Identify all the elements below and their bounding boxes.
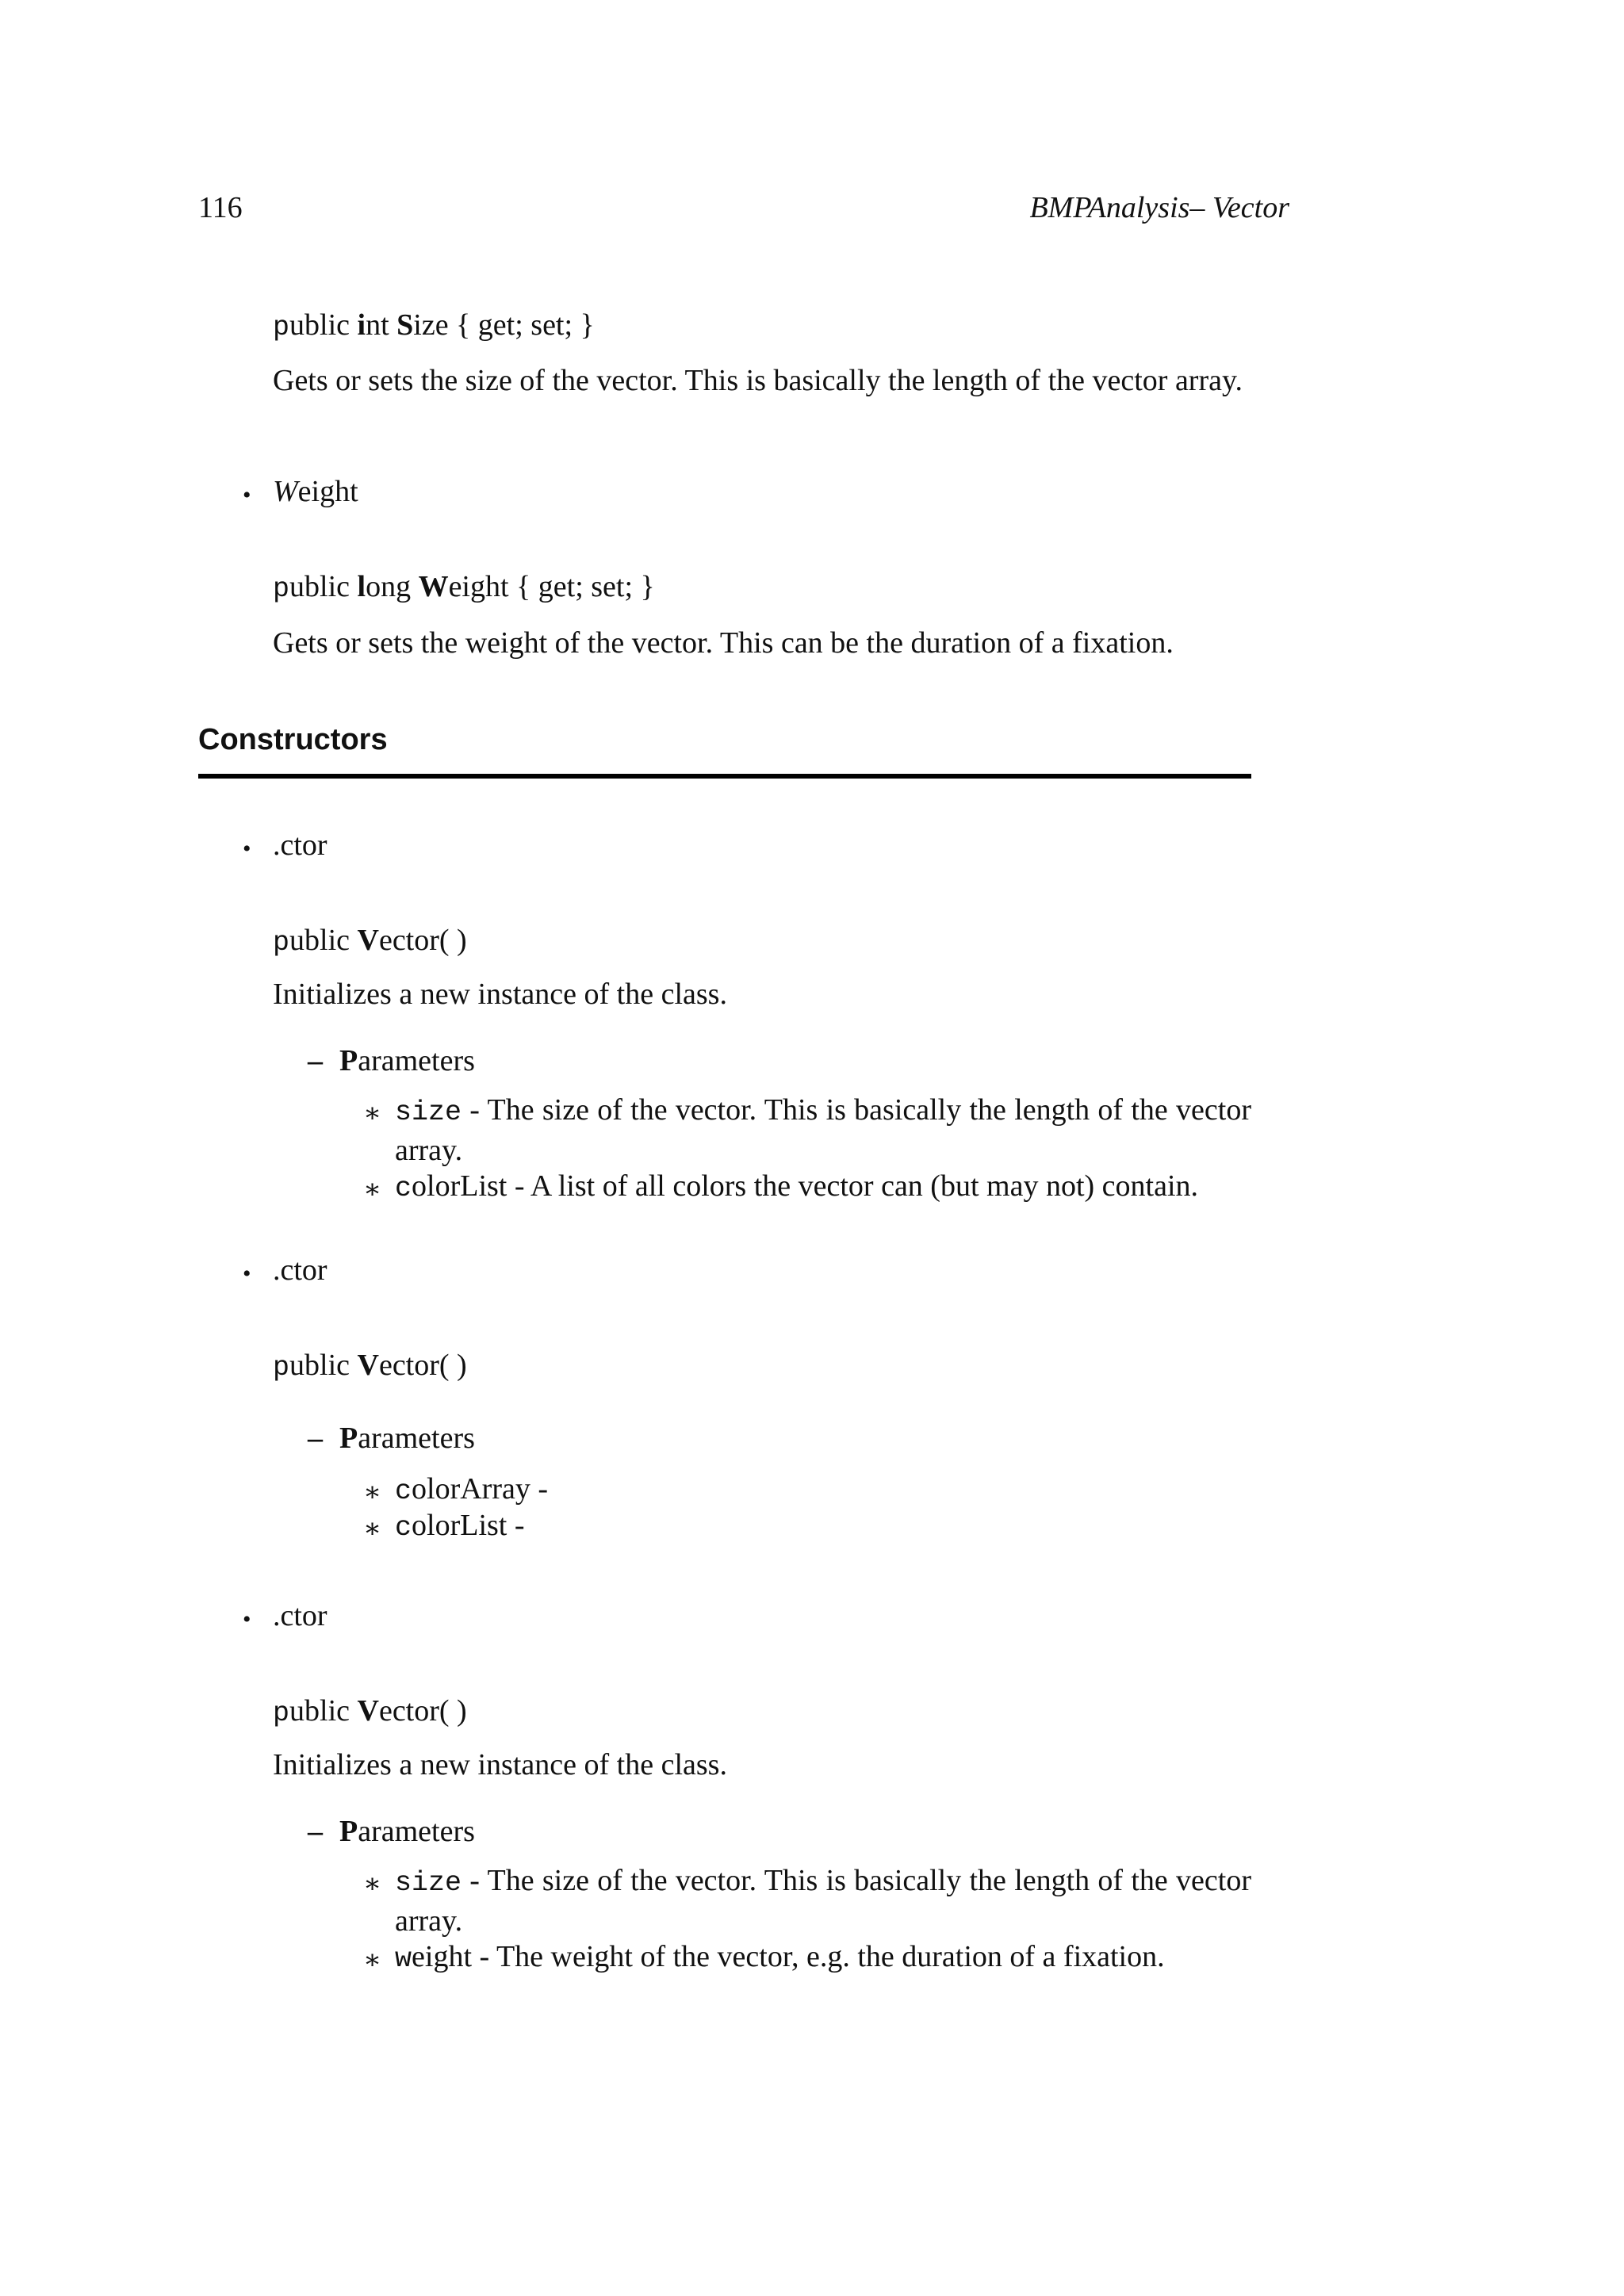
ctor-3-name: .ctor (273, 1599, 327, 1632)
star-icon: ∗ (363, 1514, 382, 1544)
ctor-3-params-label: Parameters (339, 1815, 475, 1848)
ctor-3-signature: public Vector( ) (273, 1694, 467, 1729)
ctor-2-signature: public Vector( ) (273, 1349, 467, 1383)
star-icon: ∗ (363, 1099, 382, 1128)
star-icon: ∗ (363, 1478, 382, 1507)
ctor-2-param-colorlist: colorList - (395, 1509, 525, 1544)
ctor-2-name: .ctor (273, 1253, 327, 1287)
weight-property-name: Weight (273, 475, 358, 508)
ctor-2-param-colorarray: colorArray - (395, 1472, 549, 1507)
ctor-3-param-weight: weight - The weight of the vector, e.g. the duration of a fixation. (395, 1940, 1165, 1975)
bullet-icon: • (243, 1261, 251, 1287)
ctor-1-description: Initializes a new instance of the class. (273, 978, 727, 1011)
weight-description: Gets or sets the weight of the vector. This can be the duration of a fixation. (273, 626, 1174, 660)
ctor-3-param-size: size - The size of the vector. This is basically the length of the vector array. (395, 1864, 1251, 1938)
ctor-1-params-label: Parameters (339, 1044, 475, 1077)
dash-icon: – (308, 1422, 323, 1455)
ctor-2-params-label: Parameters (339, 1422, 475, 1455)
ctor-1-signature: public Vector( ) (273, 924, 467, 959)
section-heading-constructors: Constructors (198, 723, 388, 756)
size-description: Gets or sets the size of the vector. This is basically the length of the vector array. (273, 364, 1243, 397)
page-number: 116 (198, 191, 243, 224)
size-signature: public int Size { get; set; } (273, 308, 595, 343)
ctor-3-description: Initializes a new instance of the class. (273, 1748, 727, 1781)
ctor-1-name: .ctor (273, 828, 327, 862)
bullet-icon: • (243, 482, 251, 508)
star-icon: ∗ (363, 1175, 382, 1204)
weight-signature: public long Weight { get; set; } (273, 570, 655, 605)
ctor-1-param-colorlist: colorList - A list of all colors the vector can (but may not) contain. (395, 1169, 1199, 1204)
star-icon: ∗ (363, 1869, 382, 1899)
dash-icon: – (308, 1044, 323, 1077)
bullet-icon: • (243, 1606, 251, 1632)
bullet-icon: • (243, 836, 251, 862)
section-rule (198, 774, 1251, 779)
dash-icon: – (308, 1815, 323, 1848)
running-title: BMPAnalysis– Vector (1029, 191, 1289, 224)
ctor-1-param-size: size - The size of the vector. This is basically the length of the vector array. (395, 1093, 1251, 1167)
star-icon: ∗ (363, 1946, 382, 1975)
